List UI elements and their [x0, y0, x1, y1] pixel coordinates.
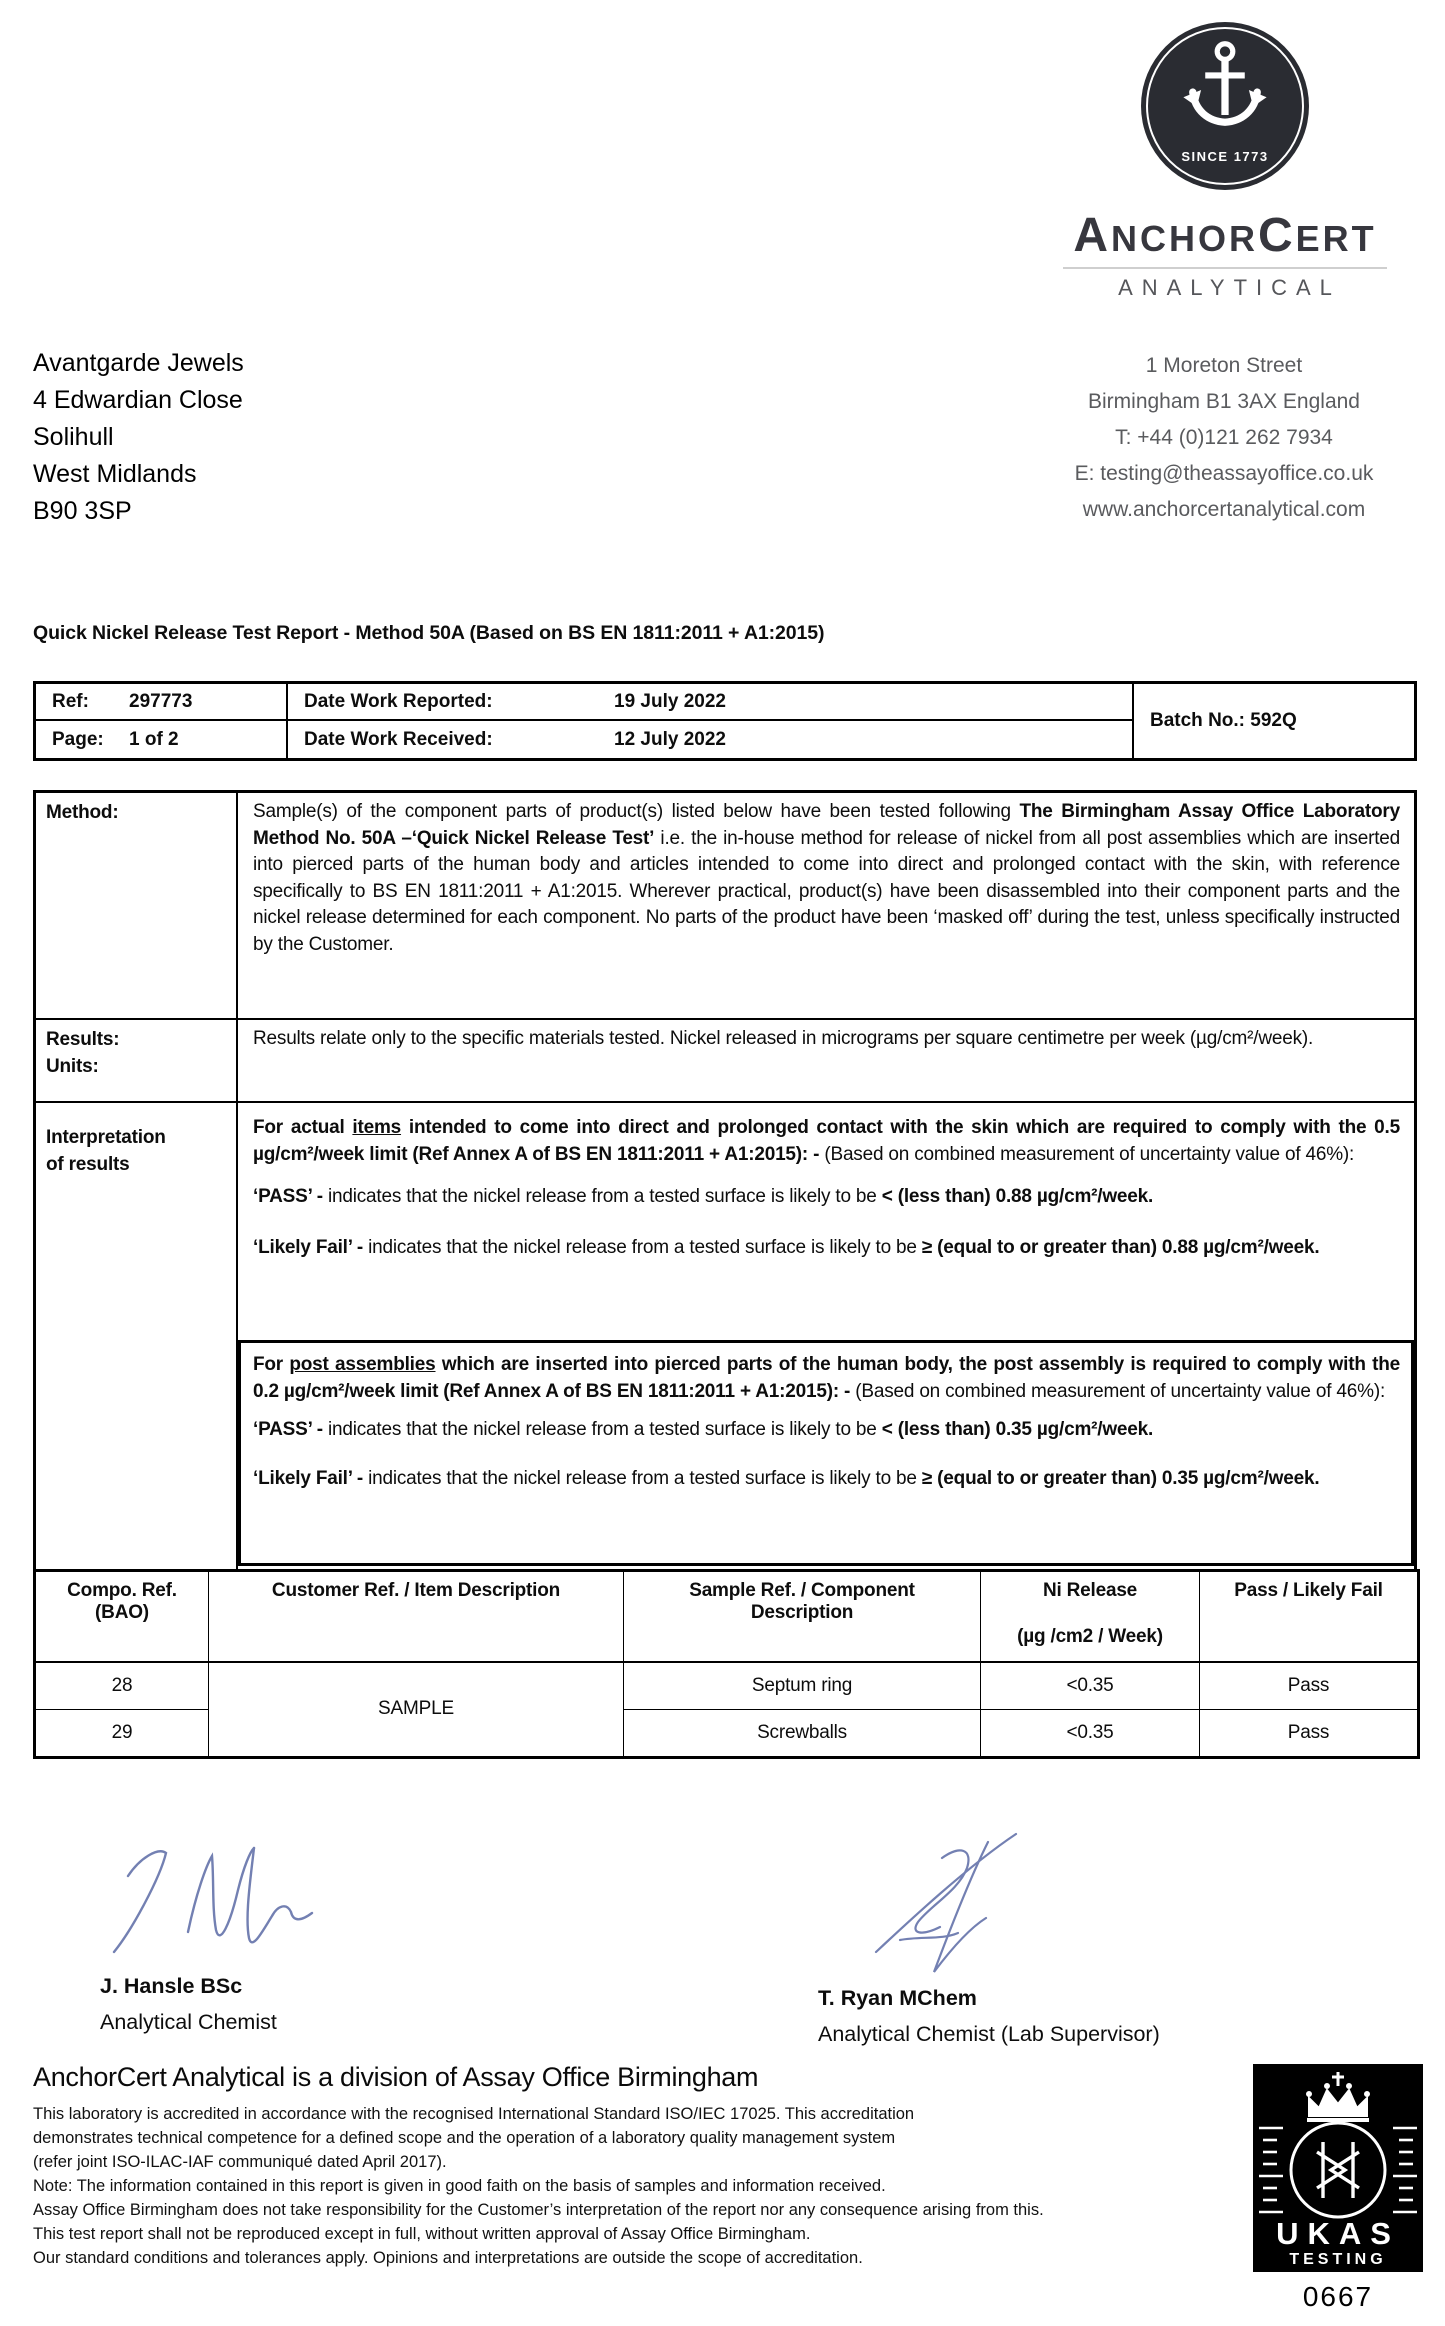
- items-pass-line: [253, 1184, 1400, 1211]
- accreditation-smallprint: [33, 2102, 1044, 2270]
- method-seg-bold: The Birmingham Assay Office Laboratory Method No. 50A –‘Quick Nickel Release Test’: [253, 801, 1400, 849]
- results-table: [33, 1569, 1417, 1759]
- smallprint-line: Note: The information contained in this report is given in good faith on the basis of samples and information received.: [33, 2177, 886, 2195]
- customer-address-line: B90 3SP: [33, 497, 132, 525]
- signature-hansle: [100, 1832, 325, 1964]
- results-label: Results:: [46, 1029, 120, 1050]
- pass-limit: < (less than) 0.88 µg/cm²/week.: [881, 1186, 1154, 1207]
- cell-customer-ref: SAMPLE: [209, 1662, 624, 1758]
- ref-cell: [36, 684, 288, 721]
- ukas-accreditation-mark: [1253, 2064, 1423, 2313]
- intro-underlined: post assemblies: [289, 1354, 436, 1375]
- lab-website: www.anchorcertanalytical.com: [1082, 498, 1366, 521]
- anchorcert-logo: [1015, 22, 1435, 301]
- customer-address-line: Avantgarde Jewels: [33, 349, 244, 377]
- smallprint-line: (refer joint ISO-ILAC-IAF communiqué dated April 2017).: [33, 2153, 447, 2171]
- units-label: Units:: [46, 1055, 99, 1077]
- header-line: Description: [750, 1602, 854, 1623]
- smallprint-line: Assay Office Birmingham does not take responsibility for the Customer’s interpretation of the report nor any consequence arising from this.: [33, 2201, 1044, 2219]
- header-customer-ref: Customer Ref. / Item Description: [209, 1571, 624, 1662]
- cell-sample-ref: Septum ring: [624, 1662, 981, 1710]
- interpretation-posts-box: [238, 1340, 1414, 1566]
- method-results-table: [33, 790, 1417, 1572]
- ukas-number: 0667: [1302, 2281, 1374, 2312]
- header-pass-fail: Pass / Likely Fail: [1200, 1571, 1419, 1662]
- signer-role: Analytical Chemist: [100, 2010, 277, 2034]
- intro-seg: which are inserted into pierced parts of the human body, the post assembly is required to comply with the 0.2 µg/cm²/week limit (Ref Annex A of BS EN 1811:2011 + A1:2015): -: [253, 1354, 1400, 1402]
- items-intro: [253, 1115, 1400, 1168]
- brand-letter: A: [1073, 209, 1111, 262]
- page-label: Page:: [52, 728, 104, 750]
- brand-letter: C: [1258, 209, 1296, 262]
- interpretation-label-line: of results: [46, 1153, 130, 1175]
- header-line: (BAO): [95, 1602, 149, 1623]
- interpretation-items-box: [238, 1103, 1414, 1340]
- ref-value: 297773: [129, 690, 193, 712]
- smallprint-line: Our standard conditions and tolerances apply. Opinions and interpretations are outside the scope of accreditation.: [33, 2249, 863, 2267]
- intro-seg: intended to come into direct and prolonged contact with the skin which are required to comply with the 0.5 µg/cm²/week limit (Ref Annex A of BS EN 1811:2011 + A1:2015): -: [253, 1117, 1400, 1165]
- pass-keyword: ‘PASS’ -: [253, 1419, 328, 1440]
- anchor-icon: [1173, 38, 1277, 142]
- brand-divider: [1063, 267, 1387, 269]
- results-units-text: Results relate only to the specific materials tested. Nickel released in micrograms per square centimetre per week (µg/cm²/week).: [253, 1028, 1314, 1049]
- reference-table: [33, 681, 1417, 761]
- signer-name: T. Ryan MChem: [818, 1986, 977, 2010]
- intro-seg: For: [253, 1354, 290, 1375]
- customer-address-line: Solihull: [33, 423, 114, 451]
- interpretation-content: [238, 1103, 1414, 1569]
- table-row: [35, 1662, 1419, 1710]
- interpretation-label-line: Interpretation: [46, 1127, 166, 1148]
- method-seg: i.e. the in-house method for release of nickel from all post assemblies which are inserted into pierced parts of the human body and articles intended to come into direct and prolonged contact with the skin, with reference specifically to BS EN 1811:2011 + A1:2015. Wherever practical, product(s) have been disassembled into their component parts and the nickel release determined for each component. No parts of the product have been ‘masked off’ during the test, unless specifically instructed by the Customer.: [253, 827, 1401, 955]
- fail-limit: ≥ (equal to or greater than) 0.35 µg/cm²/week.: [921, 1467, 1320, 1489]
- date-reported-cell: [288, 684, 1132, 721]
- date-received-label: Date Work Received:: [304, 728, 493, 750]
- customer-address-line: West Midlands: [33, 460, 197, 488]
- lab-address-line: Birmingham B1 3AX England: [1088, 390, 1360, 413]
- header-ni-release: [981, 1571, 1200, 1662]
- pass-keyword: ‘PASS’ -: [253, 1186, 328, 1207]
- pass-text: indicates that the nickel release from a tested surface is likely to be: [327, 1186, 882, 1207]
- logo-since-text: SINCE 1773: [1181, 149, 1269, 164]
- method-text: [238, 793, 1414, 1018]
- ukas-testing-logo: [1253, 2064, 1423, 2272]
- ukas-wordmark: UKAS: [1276, 2216, 1400, 2251]
- date-received-cell: [288, 721, 1132, 758]
- cell-result: Pass: [1200, 1710, 1419, 1758]
- brand-letters: ERT: [1295, 218, 1377, 259]
- items-fail-line: [253, 1235, 1400, 1262]
- signer-right: [818, 1826, 1160, 2052]
- report-title: Quick Nickel Release Test Report - Method 50A (Based on BS EN 1811:2011 + A1:2015): [33, 622, 825, 644]
- pass-text: indicates that the nickel release from a tested surface is likely to be: [327, 1419, 882, 1440]
- posts-fail-line: [253, 1466, 1400, 1493]
- lab-contact-block: [1040, 348, 1408, 528]
- customer-address: [33, 345, 244, 530]
- lab-phone: T: +44 (0)121 262 7934: [1115, 426, 1333, 449]
- results-units-label: [36, 1020, 238, 1101]
- page-cell: [36, 721, 288, 758]
- cell-ni-release: <0.35: [981, 1662, 1200, 1710]
- fail-keyword: ‘Likely Fail’ -: [253, 1467, 369, 1489]
- smallprint-line: This test report shall not be reproduced except in full, without written approval of Assay Office Birmingham.: [33, 2225, 811, 2243]
- header-compo-ref: [35, 1571, 209, 1662]
- signature-ryan: [846, 1826, 1046, 1976]
- fail-text: indicates that the nickel release from a tested surface is likely to be: [368, 1236, 922, 1258]
- date-received-value: 12 July 2022: [614, 728, 726, 750]
- ukas-type: TESTING: [1289, 2251, 1387, 2268]
- brand-subtitle: ANALYTICAL: [1118, 275, 1341, 300]
- brand-letters: NCHOR: [1111, 218, 1258, 259]
- batch-number-cell: Batch No.: 592Q: [1132, 684, 1414, 758]
- cell-result: Pass: [1200, 1662, 1419, 1710]
- cell-compo-ref: 29: [35, 1710, 209, 1758]
- header-line: Sample Ref. / Component: [689, 1580, 915, 1601]
- header-unit-line: (µg /cm2 / Week): [1017, 1626, 1163, 1647]
- method-row: [36, 793, 1414, 1020]
- cell-ni-release: <0.35: [981, 1710, 1200, 1758]
- header-line: Ni Release: [1042, 1580, 1138, 1601]
- method-label: Method:: [36, 793, 238, 1018]
- method-seg: Sample(s) of the component parts of product(s) listed below have been tested following: [253, 801, 1020, 822]
- cell-sample-ref: Screwballs: [624, 1710, 981, 1758]
- interpretation-row: [36, 1103, 1414, 1569]
- interpretation-label: [36, 1103, 238, 1569]
- lab-address-line: 1 Moreton Street: [1145, 354, 1303, 377]
- fail-keyword: ‘Likely Fail’ -: [253, 1236, 369, 1258]
- header-sample-ref: [624, 1571, 981, 1662]
- pass-limit: < (less than) 0.35 µg/cm²/week.: [881, 1419, 1154, 1440]
- date-reported-value: 19 July 2022: [614, 690, 726, 712]
- intro-tail: (Based on combined measurement of uncertainty value of 46%):: [824, 1143, 1355, 1165]
- cell-compo-ref: 28: [35, 1662, 209, 1710]
- smallprint-line: This laboratory is accredited in accordance with the recognised International Standard ISO/IEC 17025. This accreditation: [33, 2105, 915, 2123]
- posts-intro: [253, 1352, 1400, 1405]
- signer-name: J. Hansle BSc: [100, 1974, 243, 1998]
- division-statement: AnchorCert Analytical is a division of Assay Office Birmingham: [33, 2062, 759, 2092]
- smallprint-line: demonstrates technical competence for a defined scope and the operation of a laboratory quality management system: [33, 2129, 896, 2147]
- anchor-emblem: [1141, 22, 1309, 190]
- signer-left: [100, 1832, 325, 2040]
- ref-label: Ref:: [52, 690, 89, 712]
- intro-underlined: items: [352, 1117, 402, 1138]
- date-reported-label: Date Work Reported:: [304, 690, 493, 712]
- header-line: Compo. Ref.: [67, 1580, 177, 1601]
- intro-tail: (Based on combined measurement of uncertainty value of 46%):: [855, 1380, 1386, 1402]
- signer-role: Analytical Chemist (Lab Supervisor): [818, 2022, 1160, 2046]
- brand-name: [1015, 209, 1435, 262]
- posts-pass-line: [253, 1417, 1400, 1444]
- fail-text: indicates that the nickel release from a tested surface is likely to be: [368, 1467, 922, 1489]
- results-units-row: [36, 1020, 1414, 1103]
- customer-address-line: 4 Edwardian Close: [33, 386, 243, 414]
- fail-limit: ≥ (equal to or greater than) 0.88 µg/cm²/week.: [921, 1236, 1320, 1258]
- lab-email: E: testing@theassayoffice.co.uk: [1074, 462, 1374, 485]
- results-header-row: [35, 1571, 1419, 1662]
- intro-seg: For actual: [253, 1117, 353, 1138]
- page-value: 1 of 2: [129, 728, 179, 750]
